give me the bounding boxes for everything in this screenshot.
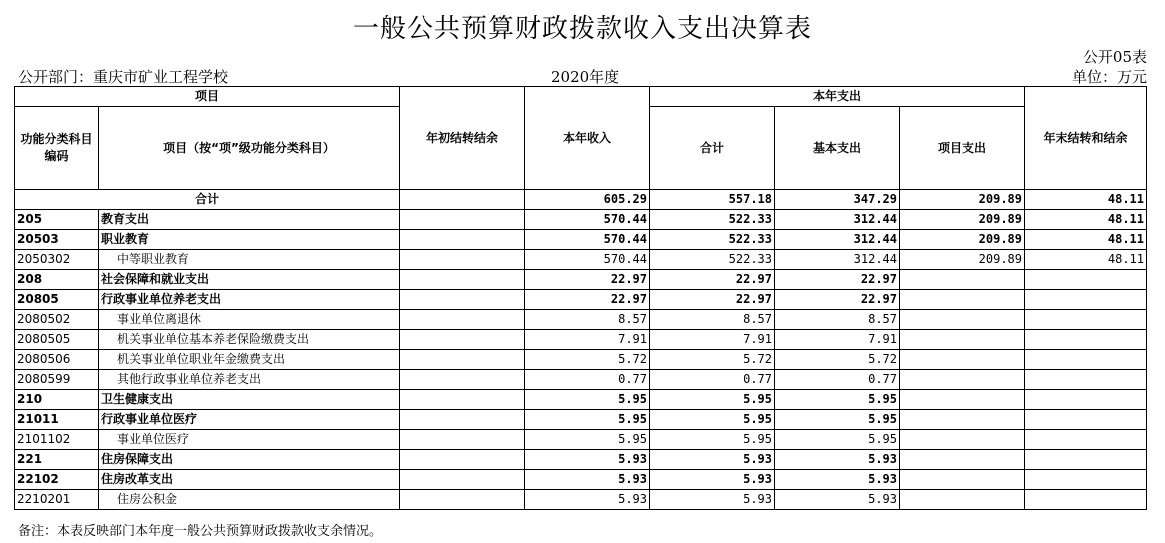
cell-basic: 312.44 <box>775 210 900 230</box>
cell-name: 住房公积金 <box>99 490 400 510</box>
cell-income: 7.91 <box>525 330 650 350</box>
cell-total: 8.57 <box>650 310 775 330</box>
cell-opening <box>400 450 525 470</box>
cell-opening <box>400 310 525 330</box>
table-row <box>15 450 1147 470</box>
cell-closing <box>1025 270 1147 290</box>
cell-total: 5.93 <box>650 490 775 510</box>
cell-closing <box>1025 390 1147 410</box>
cell-name: 社会保障和就业支出 <box>99 270 400 290</box>
cell-closing <box>1025 490 1147 510</box>
cell-income: 570.44 <box>525 210 650 230</box>
cell-total: 22.97 <box>650 270 775 290</box>
cell-basic: 5.72 <box>775 350 900 370</box>
header-opening-balance: 年初结转结余 <box>400 87 525 190</box>
table-row <box>15 250 1147 270</box>
cell-income: 570.44 <box>525 230 650 250</box>
cell-name: 中等职业教育 <box>99 250 400 270</box>
cell-code: 20805 <box>15 290 99 310</box>
header-project: 项目 <box>15 87 400 107</box>
cell-total: 5.95 <box>650 430 775 450</box>
header-project-expense: 项目支出 <box>900 107 1025 190</box>
cell-income: 22.97 <box>525 290 650 310</box>
cell-opening <box>400 490 525 510</box>
cell-project <box>900 450 1025 470</box>
cell-code: 210 <box>15 390 99 410</box>
cell-code: 22102 <box>15 470 99 490</box>
cell-total: 0.77 <box>650 370 775 390</box>
cell-project <box>900 310 1025 330</box>
cell-opening <box>400 270 525 290</box>
cell-closing: 48.11 <box>1025 250 1147 270</box>
total-row <box>15 190 1147 210</box>
cell-income: 5.95 <box>525 430 650 450</box>
cell-opening <box>400 410 525 430</box>
footnote: 备注：本表反映部门本年度一般公共预算财政拨款收支余情况。 <box>18 524 383 539</box>
cell-name: 机关事业单位基本养老保险缴费支出 <box>99 330 400 350</box>
table-row <box>15 490 1147 510</box>
header-total: 合计 <box>650 107 775 190</box>
table-row <box>15 390 1147 410</box>
cell-code: 2210201 <box>15 490 99 510</box>
unit-label: 单位：万元 <box>1071 68 1147 86</box>
cell-basic: 7.91 <box>775 330 900 350</box>
cell-project <box>900 490 1025 510</box>
total-label: 合计 <box>15 190 400 210</box>
table-row <box>15 370 1147 390</box>
cell-name: 其他行政事业单位养老支出 <box>99 370 400 390</box>
cell-basic: 22.97 <box>775 290 900 310</box>
cell-opening <box>400 210 525 230</box>
cell-closing <box>1025 430 1147 450</box>
table-row <box>15 290 1147 310</box>
cell-basic: 8.57 <box>775 310 900 330</box>
cell-name: 事业单位离退休 <box>99 310 400 330</box>
cell-opening <box>400 390 525 410</box>
budget-table <box>14 86 1147 510</box>
cell-basic: 22.97 <box>775 270 900 290</box>
table-row <box>15 350 1147 370</box>
cell-name: 住房改革支出 <box>99 470 400 490</box>
cell-project <box>900 430 1025 450</box>
total-expense: 557.18 <box>650 190 775 210</box>
cell-basic: 312.44 <box>775 230 900 250</box>
cell-project <box>900 390 1025 410</box>
cell-basic: 5.93 <box>775 490 900 510</box>
cell-code: 21011 <box>15 410 99 430</box>
cell-total: 5.93 <box>650 450 775 470</box>
cell-name: 职业教育 <box>99 230 400 250</box>
cell-name: 机关事业单位职业年金缴费支出 <box>99 350 400 370</box>
table-row <box>15 210 1147 230</box>
cell-project <box>900 330 1025 350</box>
cell-income: 570.44 <box>525 250 650 270</box>
cell-closing <box>1025 450 1147 470</box>
cell-income: 5.95 <box>525 390 650 410</box>
cell-project <box>900 470 1025 490</box>
total-income: 605.29 <box>525 190 650 210</box>
total-closing: 48.11 <box>1025 190 1147 210</box>
cell-total: 5.93 <box>650 470 775 490</box>
total-project: 209.89 <box>900 190 1025 210</box>
cell-name: 行政事业单位医疗 <box>99 410 400 430</box>
cell-name: 事业单位医疗 <box>99 430 400 450</box>
cell-opening <box>400 470 525 490</box>
cell-income: 0.77 <box>525 370 650 390</box>
cell-closing <box>1025 310 1147 330</box>
cell-opening <box>400 250 525 270</box>
table-row <box>15 430 1147 450</box>
header-func-code: 功能分类科目编码 <box>15 107 99 190</box>
cell-name: 卫生健康支出 <box>99 390 400 410</box>
cell-basic: 5.93 <box>775 470 900 490</box>
cell-opening <box>400 350 525 370</box>
table-row <box>15 270 1147 290</box>
cell-closing <box>1025 330 1147 350</box>
cell-name: 教育支出 <box>99 210 400 230</box>
cell-income: 5.93 <box>525 470 650 490</box>
cell-income: 5.72 <box>525 350 650 370</box>
cell-total: 522.33 <box>650 210 775 230</box>
cell-opening <box>400 370 525 390</box>
cell-total: 522.33 <box>650 230 775 250</box>
cell-project <box>900 350 1025 370</box>
cell-name: 住房保障支出 <box>99 450 400 470</box>
cell-income: 8.57 <box>525 310 650 330</box>
department-label: 公开部门：重庆市矿业工程学校 <box>18 68 229 86</box>
header-closing-balance: 年末结转和结余 <box>1025 87 1147 190</box>
cell-project: 209.89 <box>900 210 1025 230</box>
cell-basic: 5.95 <box>775 410 900 430</box>
cell-basic: 312.44 <box>775 250 900 270</box>
cell-code: 2080599 <box>15 370 99 390</box>
cell-opening <box>400 290 525 310</box>
table-row <box>15 410 1147 430</box>
cell-basic: 5.95 <box>775 390 900 410</box>
cell-project <box>900 270 1025 290</box>
cell-name: 行政事业单位养老支出 <box>99 290 400 310</box>
cell-opening <box>400 430 525 450</box>
cell-code: 2050302 <box>15 250 99 270</box>
header-basic: 基本支出 <box>775 107 900 190</box>
cell-code: 2080505 <box>15 330 99 350</box>
cell-opening <box>400 330 525 350</box>
total-opening <box>400 190 525 210</box>
cell-code: 205 <box>15 210 99 230</box>
cell-code: 2101102 <box>15 430 99 450</box>
cell-income: 22.97 <box>525 270 650 290</box>
cell-total: 5.95 <box>650 390 775 410</box>
cell-total: 522.33 <box>650 250 775 270</box>
cell-basic: 5.93 <box>775 450 900 470</box>
cell-basic: 0.77 <box>775 370 900 390</box>
form-number: 公开05表 <box>1082 48 1147 66</box>
cell-code: 2080502 <box>15 310 99 330</box>
cell-project <box>900 410 1025 430</box>
cell-total: 7.91 <box>650 330 775 350</box>
cell-total: 5.95 <box>650 410 775 430</box>
cell-closing <box>1025 350 1147 370</box>
cell-project: 209.89 <box>900 250 1025 270</box>
cell-closing <box>1025 410 1147 430</box>
cell-project <box>900 290 1025 310</box>
header-expense-group: 本年支出 <box>650 87 1025 107</box>
cell-closing: 48.11 <box>1025 230 1147 250</box>
header-income: 本年收入 <box>525 87 650 190</box>
cell-income: 5.93 <box>525 450 650 470</box>
cell-code: 208 <box>15 270 99 290</box>
cell-closing <box>1025 470 1147 490</box>
header-project-item: 项目（按“项”级功能分类科目） <box>99 107 400 190</box>
table-row <box>15 310 1147 330</box>
cell-basic: 5.95 <box>775 430 900 450</box>
table-row <box>15 230 1147 250</box>
table-row <box>15 330 1147 350</box>
cell-code: 221 <box>15 450 99 470</box>
cell-code: 2080506 <box>15 350 99 370</box>
cell-total: 22.97 <box>650 290 775 310</box>
cell-opening <box>400 230 525 250</box>
year-label: 2020年度 <box>551 68 620 86</box>
cell-project <box>900 370 1025 390</box>
cell-income: 5.95 <box>525 410 650 430</box>
cell-closing <box>1025 290 1147 310</box>
table-row <box>15 470 1147 490</box>
cell-closing <box>1025 370 1147 390</box>
cell-closing: 48.11 <box>1025 210 1147 230</box>
cell-income: 5.93 <box>525 490 650 510</box>
cell-total: 5.72 <box>650 350 775 370</box>
cell-project: 209.89 <box>900 230 1025 250</box>
total-basic: 347.29 <box>775 190 900 210</box>
cell-code: 20503 <box>15 230 99 250</box>
page-title: 一般公共预算财政拨款收入支出决算表 <box>352 14 812 44</box>
